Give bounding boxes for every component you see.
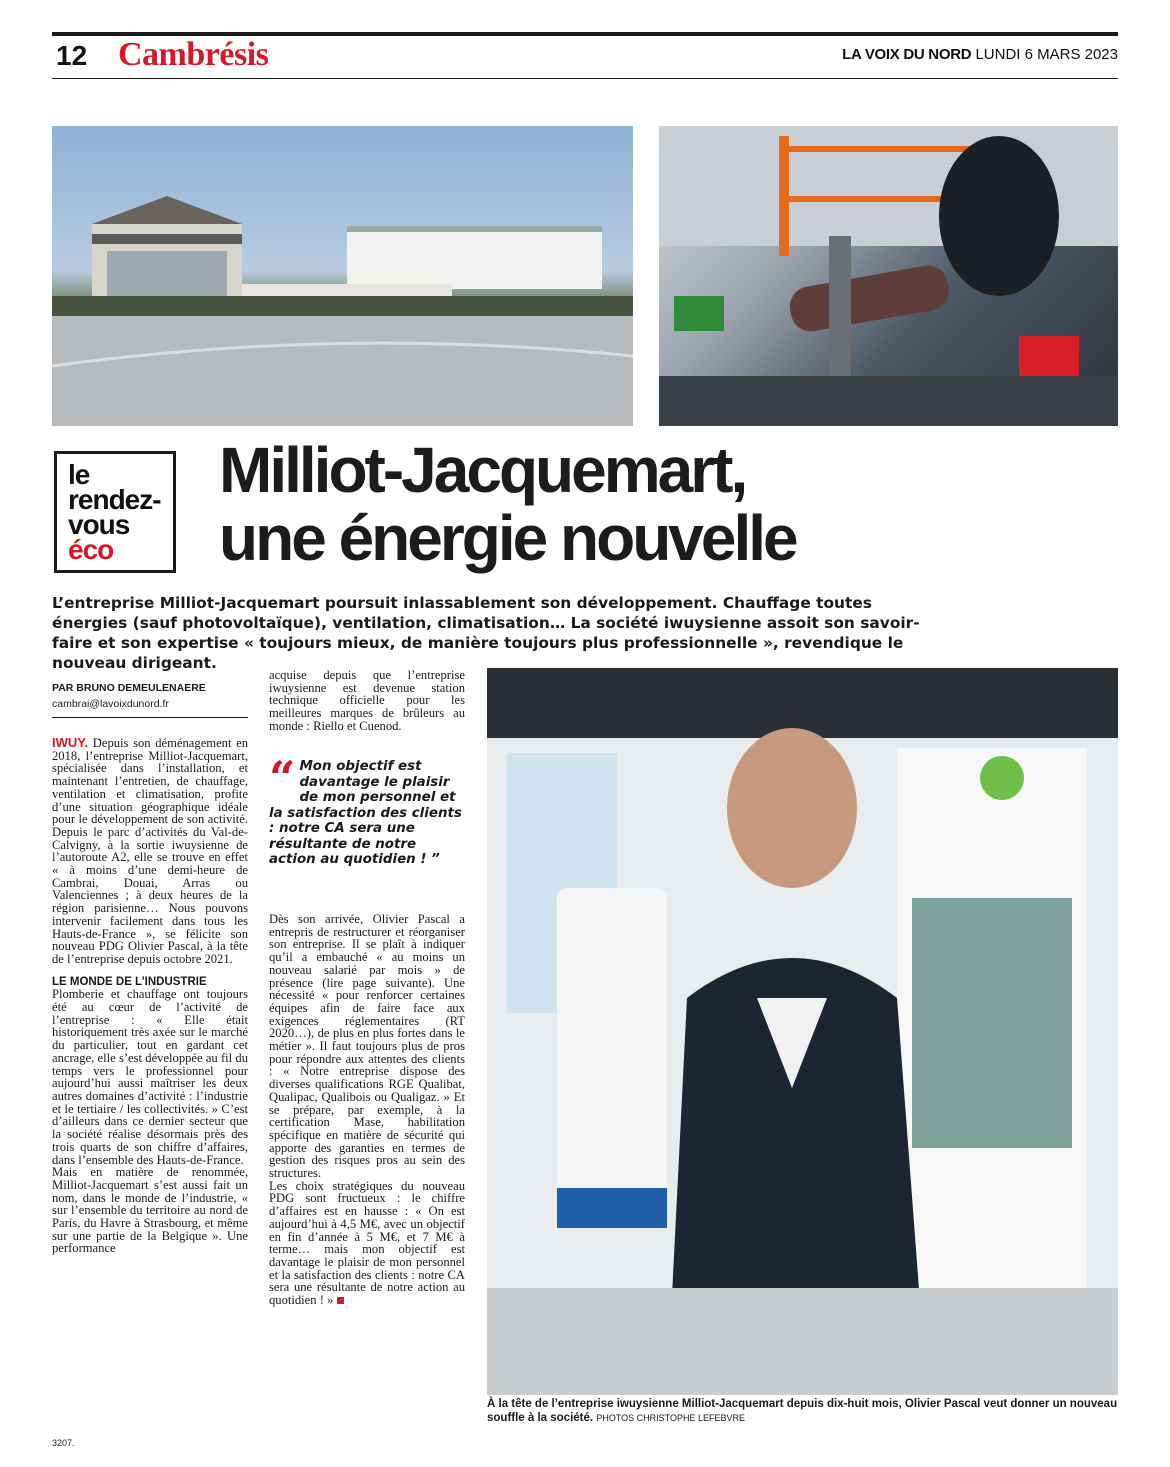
headline-line-2: une énergie nouvelle	[219, 502, 796, 574]
author: PAR BRUNO DEMEULENAERE	[52, 682, 206, 694]
rendez-vous-eco-box	[54, 451, 176, 573]
page-number: 12	[56, 40, 88, 71]
headline-line-1: Milliot-Jacquemart,	[219, 434, 746, 506]
body-column-1	[52, 737, 248, 1255]
portrait-illustration	[487, 668, 1118, 1395]
newspaper-name: LA VOIX DU NORD	[842, 46, 972, 63]
author-email[interactable]: cambrai@lavoixdunord.fr	[52, 698, 169, 710]
article-headline	[219, 436, 1119, 572]
body-column-2	[269, 669, 465, 733]
byline-rule	[52, 717, 248, 718]
paragraph	[52, 737, 248, 966]
masthead	[842, 46, 1118, 63]
quote-mark-icon: “	[269, 751, 296, 805]
photo-buildings	[52, 126, 633, 426]
issue-date: LUNDI 6 MARS 2023	[975, 46, 1118, 63]
paragraph: Mais en matière de renommée, Milliot-Jacquemart s’est aussi fait un nom, dans le monde de l’industrie, « sur l’ensemble du territoire au nord de Paris, du Havre à Strasbourg, et même sur une partie de la Belgique ». Une performance	[52, 1165, 248, 1256]
pull-quote-text: Mon objectif est davantage le plaisir de mon personnel et la satisfaction des clients : notre CA sera une résultante de notre action au quotidien ! ”	[269, 759, 462, 867]
paragraph: Plomberie et chauffage ont toujours été au cœur de l’activité de l’entreprise : « Elle était historiquement très axée sur le marché du particulier, tout en gardant cet ancrage, elle s’est développée au fil du temps vers le professionnel pour aujourd’hui aussi maîtriser les deux autres domaines d’activité : l’industrie et le tertiaire / les collectivités. » C’est d’ailleurs dans ce dernier secteur que la société réalise désormais près des trois quarts de son chiffre d’affaires, dans l’ensemble des Hauts-de-France.	[52, 987, 248, 1167]
pull-quote	[269, 751, 465, 868]
paragraph: Dès son arrivée, Olivier Pascal a entrepris de restructurer et réorganiser son entreprise. Il se plaît à indiquer qu’il a embauché « au moins un nouveau salarié par mois » de présence (lire page suivante). Une nécessité « pour renforcer certaines équipes afin de faire face aux exigences réglementaires (RT 2020…), de plus en plus fortes dans le métier ». Il faut toujours plus de pros pour répondre aux attentes des clients : « Notre entreprise dispose des diverses qualifications RGE Qualibat, Qualipac, Qualibois ou Qualigaz. » Et se prépare, par exemple, à la certification Mase, habilitation spécifique en matière de sécurité qui apporte des garanties en termes de gestion des risques pros au sein des structures.	[269, 912, 465, 1181]
paragraph: acquise depuis que l’entreprise iwuysienne est devenue station technique officielle pour les meilleures marques de brûleurs au monde : Riello et Cuenod.	[269, 668, 465, 733]
byline	[52, 682, 248, 718]
paragraph-text: Les choix stratégiques du nouveau PDG sont fructueux : le chiffre d’affaires est en hausse : « On est aujourd’hui à 4,5 M€, avec un objectif en fin d’année à 5 M€, et 7 M€ à terme… mais mon objectif est davantage le plaisir de mon personnel et la satisfaction des clients : notre CA sera une résultante de notre action au quotidien ! »	[269, 1178, 465, 1308]
paragraph-text: Depuis son déménagement en 2018, l’entreprise Milliot-Jacquemart, spécialisée dans l’installation, et maintenant l’entretien, de chauffage, ventilation et climatisation, profite d’une situation géographique idéale pour le développement de son activité. Depuis le parc d’activités du Val-de-Calvigny, à la sortie iwuysienne de l’autoroute A2, elle se trouve en effet « à moins d’une demi-heure de Cambrai, Douai, Arras ou Valenciennes ; à deux heures de la région parisienne… Nous pouvons intervenir facilement dans tous les Hauts-de-France », se félicite son nouveau PDG Olivier Pascal, à la tête de l’entreprise depuis octobre 2021.	[52, 736, 249, 966]
body-column-2-continued	[269, 913, 465, 1307]
photo-portrait	[487, 668, 1118, 1395]
kicker-line: rendez-	[68, 484, 161, 515]
end-mark-icon	[337, 1297, 344, 1304]
paragraph	[269, 1180, 465, 1307]
kicker-line: le	[68, 459, 90, 490]
header-rule	[52, 78, 1118, 79]
buildings-illustration	[52, 126, 633, 426]
kicker-line: vous	[68, 509, 130, 540]
workshop-illustration	[659, 126, 1118, 426]
photo-credit: PHOTOS CHRISTOPHE LEFEBVRE	[596, 1413, 746, 1423]
photo-caption	[487, 1397, 1118, 1425]
dateline: IWUY.	[52, 735, 89, 750]
subheading: LE MONDE DE L’INDUSTRIE	[52, 975, 207, 988]
standfirst: L’entreprise Milliot-Jacquemart poursuit inlassablement son développement. Chauffage toutes énergies (sauf photovoltaïque), ventilation, climatisation… La société iwuysienne assoit son savoir-faire et son expertise « toujours mieux, de manière toujours plus professionnelle », revendique le nouveau dirigeant.	[52, 594, 920, 672]
caption-text: À la tête de l’entreprise iwuysienne Milliot-Jacquemart depuis dix-huit mois, Olivier Pascal veut donner un nouveau souffle à la société.	[487, 1398, 1118, 1424]
kicker-line-red: éco	[68, 534, 114, 565]
section-title: Cambrésis	[118, 36, 269, 73]
photo-workshop	[659, 126, 1118, 426]
reference-code: 3207.	[52, 1438, 75, 1448]
